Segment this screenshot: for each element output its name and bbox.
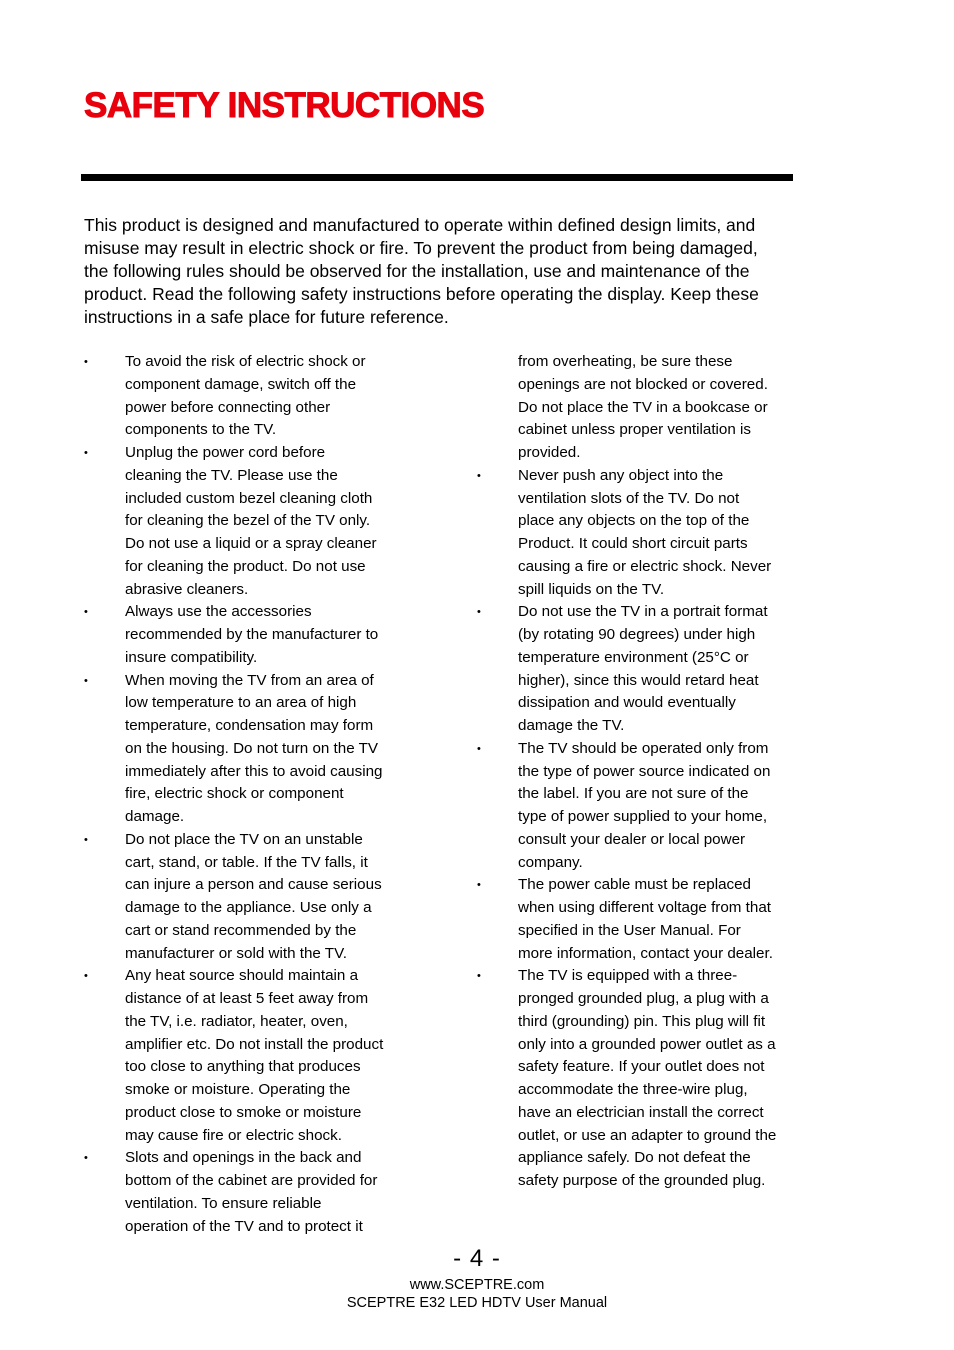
list-item-line: cart, stand, or table. If the TV falls, it [125, 853, 368, 871]
list-item-line: amplifier etc. Do not install the product [125, 1035, 384, 1053]
list-item-line: company. [518, 853, 583, 871]
intro-line: This product is designed and manufactured to operate within defined design limits, and [84, 215, 756, 235]
list-item-line: too close to anything that produces [125, 1058, 361, 1076]
list-item-line: Slots and openings in the back and [125, 1149, 362, 1167]
list-item-line: recommended by the manufacturer to [125, 626, 379, 643]
intro-line: instructions in a safe place for future reference. [84, 307, 449, 327]
list-item-line: abrasive cleaners. [125, 580, 249, 598]
list-item-line: component damage, switch off the [125, 375, 357, 393]
bullet-icon: • [84, 970, 88, 983]
list-item [477, 465, 797, 602]
list-item-line: higher), since this would retard heat [518, 671, 759, 689]
bullet-icon: • [84, 674, 88, 687]
list-item-line: from overheating, be sure these [518, 353, 733, 370]
intro-line: the following rules should be observed for the installation, use and maintenance of the [84, 261, 750, 281]
list-item-line: type of power supplied to your home, [518, 808, 768, 825]
bullet-icon: • [477, 469, 481, 482]
list-item-line: provided. [518, 444, 581, 461]
list-item-line: When moving the TV from an area of [125, 671, 374, 689]
list-item-line: temperature, condensation may form [125, 717, 374, 734]
list-item-line: safety feature. If your outlet does not [518, 1058, 765, 1076]
list-item-line: manufacturer or sold with the TV. [125, 944, 348, 962]
bullet-icon: • [477, 742, 481, 755]
title-divider [81, 174, 793, 181]
list-item-line: safety purpose of the grounded plug. [518, 1172, 766, 1189]
list-item-continuation [477, 351, 797, 465]
footer-manual-title: SCEPTRE E32 LED HDTV User Manual [346, 1295, 608, 1311]
list-item [84, 670, 404, 829]
list-item-line: causing a fire or electric shock. Never [518, 557, 772, 575]
list-item-line: for cleaning the bezel of the TV only. [125, 512, 371, 530]
safety-list-right-column [477, 351, 797, 1193]
list-item-line: smoke or moisture. Operating the [125, 1081, 351, 1098]
list-item-line: components to the TV. [125, 421, 277, 439]
list-item [84, 601, 404, 669]
bullet-icon: • [84, 1152, 88, 1165]
bullet-icon: • [84, 833, 88, 846]
list-item-line: dissipation and would eventually [518, 694, 736, 712]
list-item-line: damage. [125, 808, 185, 825]
list-item-line: immediately after this to avoid causing [125, 762, 383, 780]
list-item [84, 442, 404, 601]
list-item-line: Any heat source should maintain a [125, 967, 359, 985]
list-item-line: Unplug the power cord before [125, 444, 326, 461]
list-item-line: product close to smoke or moisture [125, 1103, 362, 1121]
list-item-line: Product. It could short circuit parts [518, 535, 748, 552]
list-item [477, 874, 797, 965]
list-item-line: bottom of the cabinet are provided for [125, 1172, 378, 1189]
list-item-line: ventilation. To ensure reliable [125, 1194, 322, 1212]
list-item-line: the TV, i.e. radiator, heater, oven, [125, 1012, 348, 1030]
list-item-line: To avoid the risk of electric shock or [125, 353, 366, 370]
bullet-icon: • [477, 879, 481, 892]
list-item-line: Do not place the TV on an unstable [125, 830, 363, 848]
list-item [477, 601, 797, 738]
list-item-line: on the housing. Do not turn on the TV [125, 739, 379, 757]
list-item-line: The power cable must be replaced [518, 876, 752, 894]
list-item-line: specified in the User Manual. For [518, 921, 741, 939]
list-item-line: Do not place the TV in a bookcase or [518, 398, 768, 416]
list-item-line: the label. If you are not sure of the [518, 785, 749, 803]
bullet-icon: • [477, 970, 481, 983]
page-number: - 4 - [453, 1245, 501, 1272]
list-item-line: distance of at least 5 feet away from [125, 990, 369, 1007]
list-item-line: low temperature to an area of high [125, 694, 357, 712]
bullet-icon: • [84, 356, 88, 368]
list-item [84, 829, 404, 966]
list-item-line: when using different voltage from that [518, 899, 771, 916]
list-item-line: ventilation slots of the TV. Do not [518, 489, 740, 507]
list-item-line: (by rotating 90 degrees) under high [518, 626, 756, 643]
footer-website: www.SCEPTRE.com [409, 1277, 545, 1293]
list-item-line: the type of power source indicated on [518, 762, 771, 780]
list-item-line: more information, contact your dealer. [518, 944, 773, 962]
list-item [84, 351, 404, 442]
list-item-line: accommodate the three-wire plug, [518, 1081, 748, 1098]
list-item-line: have an electrician install the correct [518, 1103, 764, 1121]
page-title: SAFETY INSTRUCTIONS [84, 86, 485, 125]
intro-paragraph [84, 214, 796, 329]
list-item-line: outlet, or use an adapter to ground the [518, 1126, 777, 1144]
list-item-line: consult your dealer or local power [518, 830, 746, 848]
list-item-line: may cause fire or electric shock. [125, 1126, 342, 1144]
list-item-line: third (grounding) pin. This plug will fit [518, 1012, 766, 1030]
intro-line: product. Read the following safety instructions before operating the display. Keep these [84, 284, 759, 304]
list-item-line: only into a grounded power outlet as a [518, 1035, 776, 1053]
list-item-line: damage the TV. [518, 717, 625, 734]
list-item [477, 965, 797, 1193]
list-item-line: Never push any object into the [518, 466, 724, 484]
safety-list-left-column [84, 351, 404, 1238]
list-item-line: Always use the accessories [125, 603, 312, 621]
bullet-icon: • [84, 606, 88, 619]
list-item-line: appliance safely. Do not defeat the [518, 1149, 751, 1167]
list-item-line: temperature environment (25°C or [518, 648, 749, 666]
list-item-line: Do not use the TV in a portrait format [518, 603, 768, 621]
list-item-line: damage to the appliance. Use only a [125, 899, 372, 916]
list-item [84, 1147, 404, 1238]
list-item-line: The TV is equipped with a three- [518, 967, 738, 985]
list-item-line: fire, electric shock or component [125, 785, 344, 803]
bullet-icon: • [477, 606, 481, 619]
list-item-line: spill liquids on the TV. [518, 580, 665, 598]
list-item-line: openings are not blocked or covered. [518, 375, 768, 393]
list-item-line: cleaning the TV. Please use the [125, 466, 338, 484]
bullet-icon: • [84, 447, 88, 459]
list-item [477, 738, 797, 875]
list-item-line: cabinet unless proper ventilation is [518, 421, 752, 439]
list-item-line: operation of the TV and to protect it [125, 1217, 363, 1235]
list-item-line: for cleaning the product. Do not use [125, 557, 366, 575]
list-item-line: Do not use a liquid or a spray cleaner [125, 535, 377, 552]
list-item-line: can injure a person and cause serious [125, 876, 382, 894]
list-item-line: cart or stand recommended by the [125, 921, 357, 939]
intro-line: misuse may result in electric shock or fire. To prevent the product from being damaged, [84, 238, 758, 258]
list-item-line: The TV should be operated only from [518, 739, 769, 757]
list-item-line: place any objects on the top of the [518, 512, 750, 530]
list-item-line: included custom bezel cleaning cloth [125, 489, 373, 507]
list-item-line: power before connecting other [125, 398, 331, 416]
list-item-line: pronged grounded plug, a plug with a [518, 990, 769, 1007]
list-item-line: insure compatibility. [125, 648, 258, 666]
list-item [84, 965, 404, 1147]
